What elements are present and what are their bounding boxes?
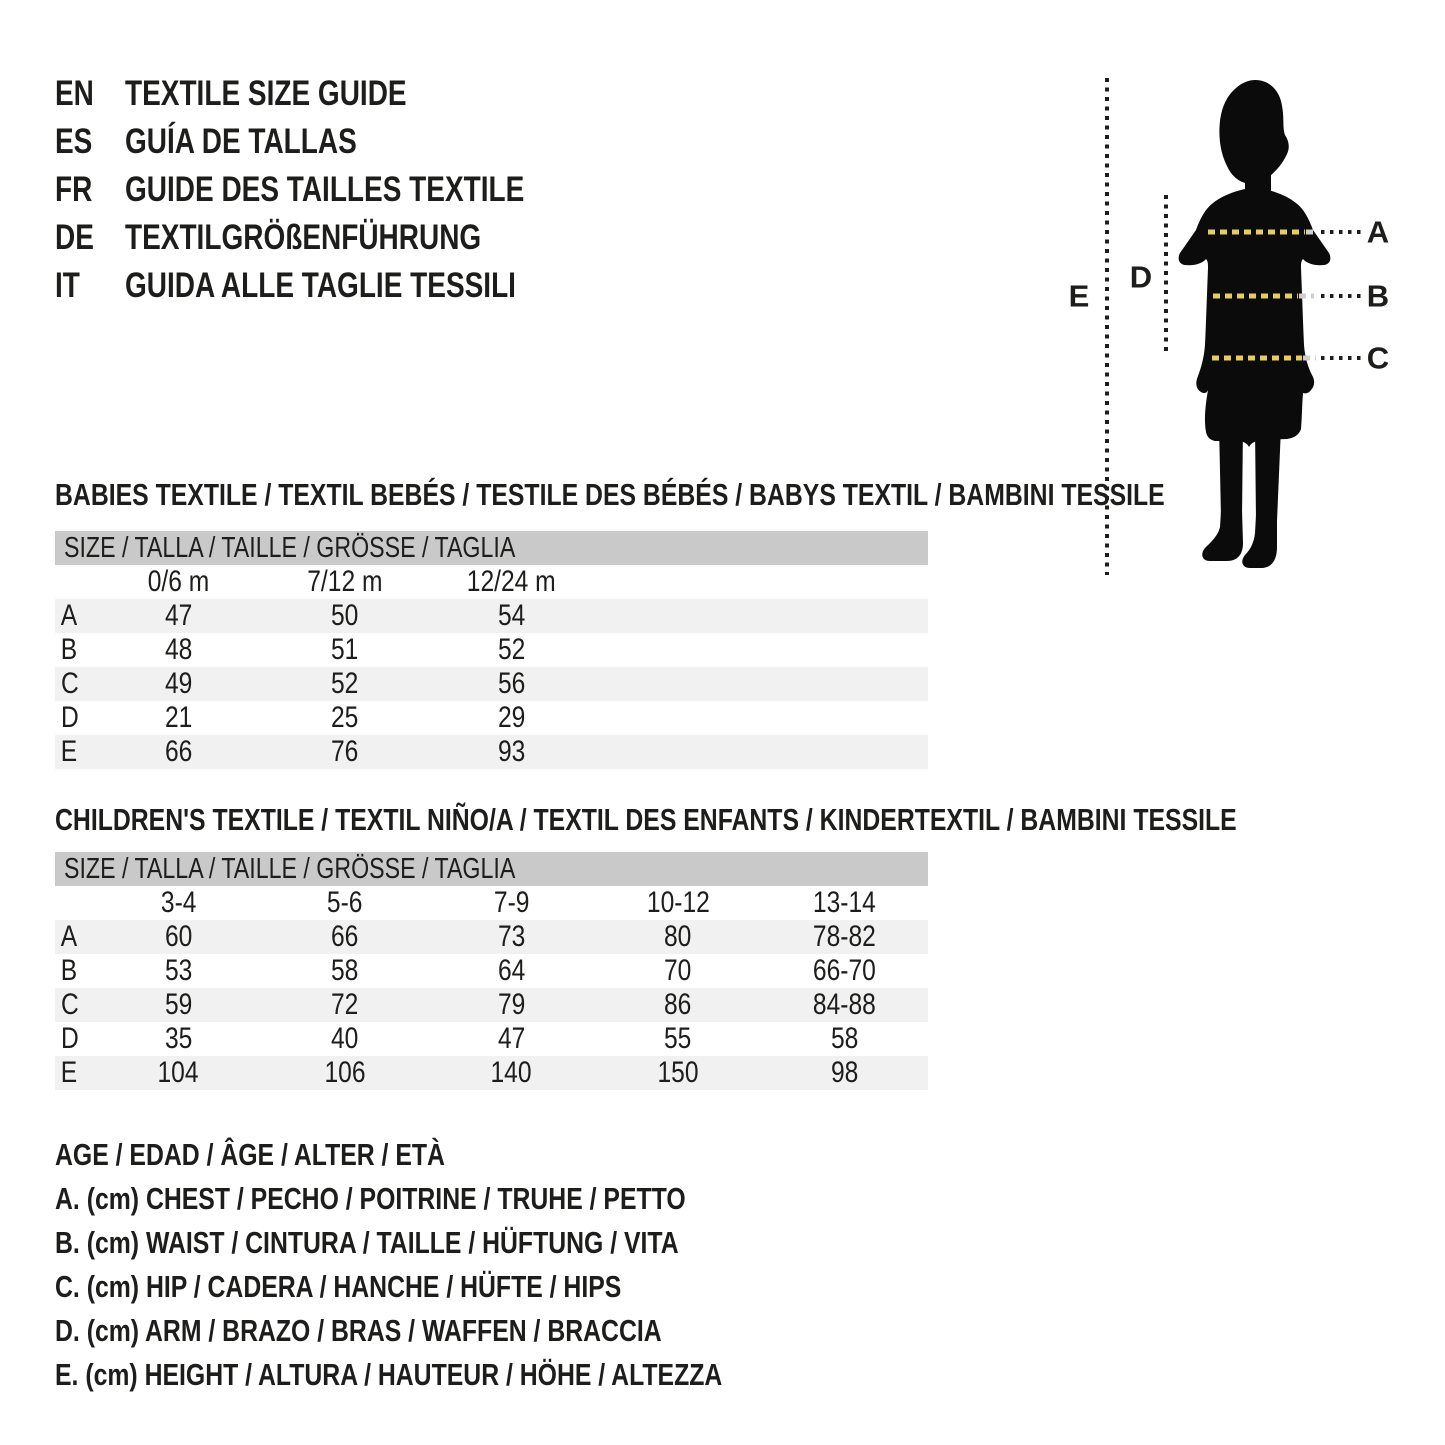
column-header: 13-14 bbox=[813, 886, 877, 919]
size-cell: 48 bbox=[164, 633, 192, 666]
table-row bbox=[55, 735, 928, 769]
document-title-en: TEXTILE SIZE GUIDE bbox=[125, 74, 407, 113]
size-cell: 84-88 bbox=[813, 988, 877, 1021]
row-label: C bbox=[60, 667, 79, 700]
size-cell: 52 bbox=[331, 667, 359, 700]
measure-label-e: E bbox=[1068, 278, 1090, 314]
size-cell: 47 bbox=[497, 1022, 526, 1055]
size-cell: 52 bbox=[497, 633, 526, 666]
row-label: D bbox=[60, 701, 79, 734]
document-title-de: TEXTILGRÖßENFÜHRUNG bbox=[125, 218, 482, 257]
legend-height: E. (cm) HEIGHT / ALTURA / HAUTEUR / HÖHE / ALTEZZA bbox=[55, 1357, 723, 1392]
table-row bbox=[55, 988, 928, 1022]
column-header: 7/12 m bbox=[307, 565, 383, 598]
row-label: E bbox=[60, 1056, 78, 1089]
column-header: 3-4 bbox=[160, 886, 197, 919]
document-title-it: GUIDA ALLE TAGLIE TESSILI bbox=[125, 266, 516, 305]
size-cell: 76 bbox=[331, 735, 359, 768]
table-row bbox=[55, 1022, 928, 1056]
size-cell: 40 bbox=[331, 1022, 359, 1055]
size-cell: 59 bbox=[164, 988, 192, 1021]
measure-label-d: D bbox=[1129, 259, 1153, 295]
size-cell: 50 bbox=[331, 599, 359, 632]
size-cell: 51 bbox=[331, 633, 359, 666]
babies-size-header-bar: SIZE / TALLA / TAILLE / GRÖSSE / TAGLIA bbox=[55, 531, 928, 565]
legend-chest: A. (cm) CHEST / PECHO / POITRINE / TRUHE / PETTO bbox=[55, 1181, 686, 1216]
size-cell: 86 bbox=[664, 988, 692, 1021]
silhouette-right-shoe bbox=[1242, 515, 1277, 568]
size-cell: 73 bbox=[497, 920, 526, 953]
table-row bbox=[55, 633, 928, 667]
size-cell: 49 bbox=[164, 667, 192, 700]
legend-waist: B. (cm) WAIST / CINTURA / TAILLE / HÜFTUNG / VITA bbox=[55, 1225, 679, 1260]
legend-hip: C. (cm) HIP / CADERA / HANCHE / HÜFTE / HIPS bbox=[55, 1269, 622, 1304]
silhouette-body bbox=[1179, 187, 1331, 447]
size-cell: 140 bbox=[490, 1056, 533, 1089]
children-size-header-bar: SIZE / TALLA / TAILLE / GRÖSSE / TAGLIA bbox=[55, 852, 928, 886]
measurement-legend bbox=[55, 1133, 889, 1397]
size-cell: 55 bbox=[664, 1022, 692, 1055]
size-cell: 66-70 bbox=[813, 954, 877, 987]
size-cell: 58 bbox=[331, 954, 359, 987]
table-row bbox=[55, 667, 928, 701]
row-label: A bbox=[60, 920, 78, 953]
header-line-es bbox=[55, 118, 624, 166]
table-row bbox=[55, 920, 928, 954]
size-cell: 104 bbox=[157, 1056, 199, 1089]
size-cell: 150 bbox=[657, 1056, 699, 1089]
size-cell: 66 bbox=[331, 920, 359, 953]
babies-size-table bbox=[55, 531, 928, 769]
row-label: B bbox=[60, 633, 78, 666]
language-header bbox=[55, 70, 624, 310]
document-title-es: GUÍA DE TALLAS bbox=[125, 122, 357, 161]
size-cell: 53 bbox=[164, 954, 192, 987]
size-cell: 70 bbox=[664, 954, 692, 987]
measure-label-a: A bbox=[1366, 214, 1390, 250]
row-label: A bbox=[60, 599, 78, 632]
measure-label-b: B bbox=[1366, 278, 1390, 314]
children-column-header-row bbox=[55, 886, 928, 920]
size-cell: 47 bbox=[164, 599, 192, 632]
language-code: ES bbox=[55, 122, 93, 161]
size-cell: 56 bbox=[497, 667, 526, 700]
column-header: 5-6 bbox=[327, 886, 363, 919]
size-cell: 29 bbox=[497, 701, 526, 734]
size-cell: 21 bbox=[164, 701, 192, 734]
column-header: 12/24 m bbox=[467, 565, 556, 598]
column-header: 0/6 m bbox=[147, 565, 210, 598]
size-cell: 93 bbox=[497, 735, 526, 768]
size-cell: 66 bbox=[164, 735, 192, 768]
header-line-it bbox=[55, 262, 624, 310]
size-cell: 78-82 bbox=[813, 920, 877, 953]
table-row bbox=[55, 1056, 928, 1090]
header-line-fr bbox=[55, 166, 624, 214]
children-size-table bbox=[55, 852, 928, 1090]
size-cell: 54 bbox=[497, 599, 526, 632]
language-code: EN bbox=[55, 74, 94, 113]
babies-table-title: BABIES TEXTILE / TEXTIL BEBÉS / TESTILE DES BÉBÉS / BABYS TEXTIL / BAMBINI TESSILE bbox=[55, 477, 1165, 512]
language-code: FR bbox=[55, 170, 93, 209]
silhouette-left-shoe bbox=[1202, 511, 1243, 561]
size-cell: 79 bbox=[497, 988, 526, 1021]
legend-age: AGE / EDAD / ÂGE / ALTER / ETÀ bbox=[55, 1137, 445, 1172]
size-cell: 72 bbox=[331, 988, 359, 1021]
table-row bbox=[55, 701, 928, 735]
size-cell: 60 bbox=[164, 920, 192, 953]
babies-column-header-row bbox=[55, 565, 928, 599]
column-header: 10-12 bbox=[646, 886, 710, 919]
size-cell: 106 bbox=[324, 1056, 366, 1089]
size-cell: 98 bbox=[830, 1056, 859, 1089]
legend-arm: D. (cm) ARM / BRAZO / BRAS / WAFFEN / BRACCIA bbox=[55, 1313, 662, 1348]
table-row bbox=[55, 954, 928, 988]
children-table-title: CHILDREN'S TEXTILE / TEXTIL NIÑO/A / TEXTIL DES ENFANTS / KINDERTEXTIL / BAMBINI TESSILE bbox=[55, 802, 1237, 837]
row-label: E bbox=[60, 735, 78, 768]
header-line-en bbox=[55, 70, 624, 118]
column-header: 7-9 bbox=[493, 886, 530, 919]
size-cell: 80 bbox=[664, 920, 692, 953]
row-label: B bbox=[60, 954, 78, 987]
size-cell: 35 bbox=[164, 1022, 192, 1055]
document-title-fr: GUIDE DES TAILLES TEXTILE bbox=[125, 170, 525, 209]
language-code: DE bbox=[55, 218, 94, 257]
measure-label-c: C bbox=[1366, 340, 1390, 376]
size-cell: 58 bbox=[830, 1022, 859, 1055]
table-row bbox=[55, 599, 928, 633]
size-cell: 64 bbox=[497, 954, 526, 987]
row-label: D bbox=[60, 1022, 79, 1055]
row-label: C bbox=[60, 988, 79, 1021]
header-line-de bbox=[55, 214, 624, 262]
size-cell: 25 bbox=[331, 701, 359, 734]
language-code: IT bbox=[55, 266, 80, 305]
